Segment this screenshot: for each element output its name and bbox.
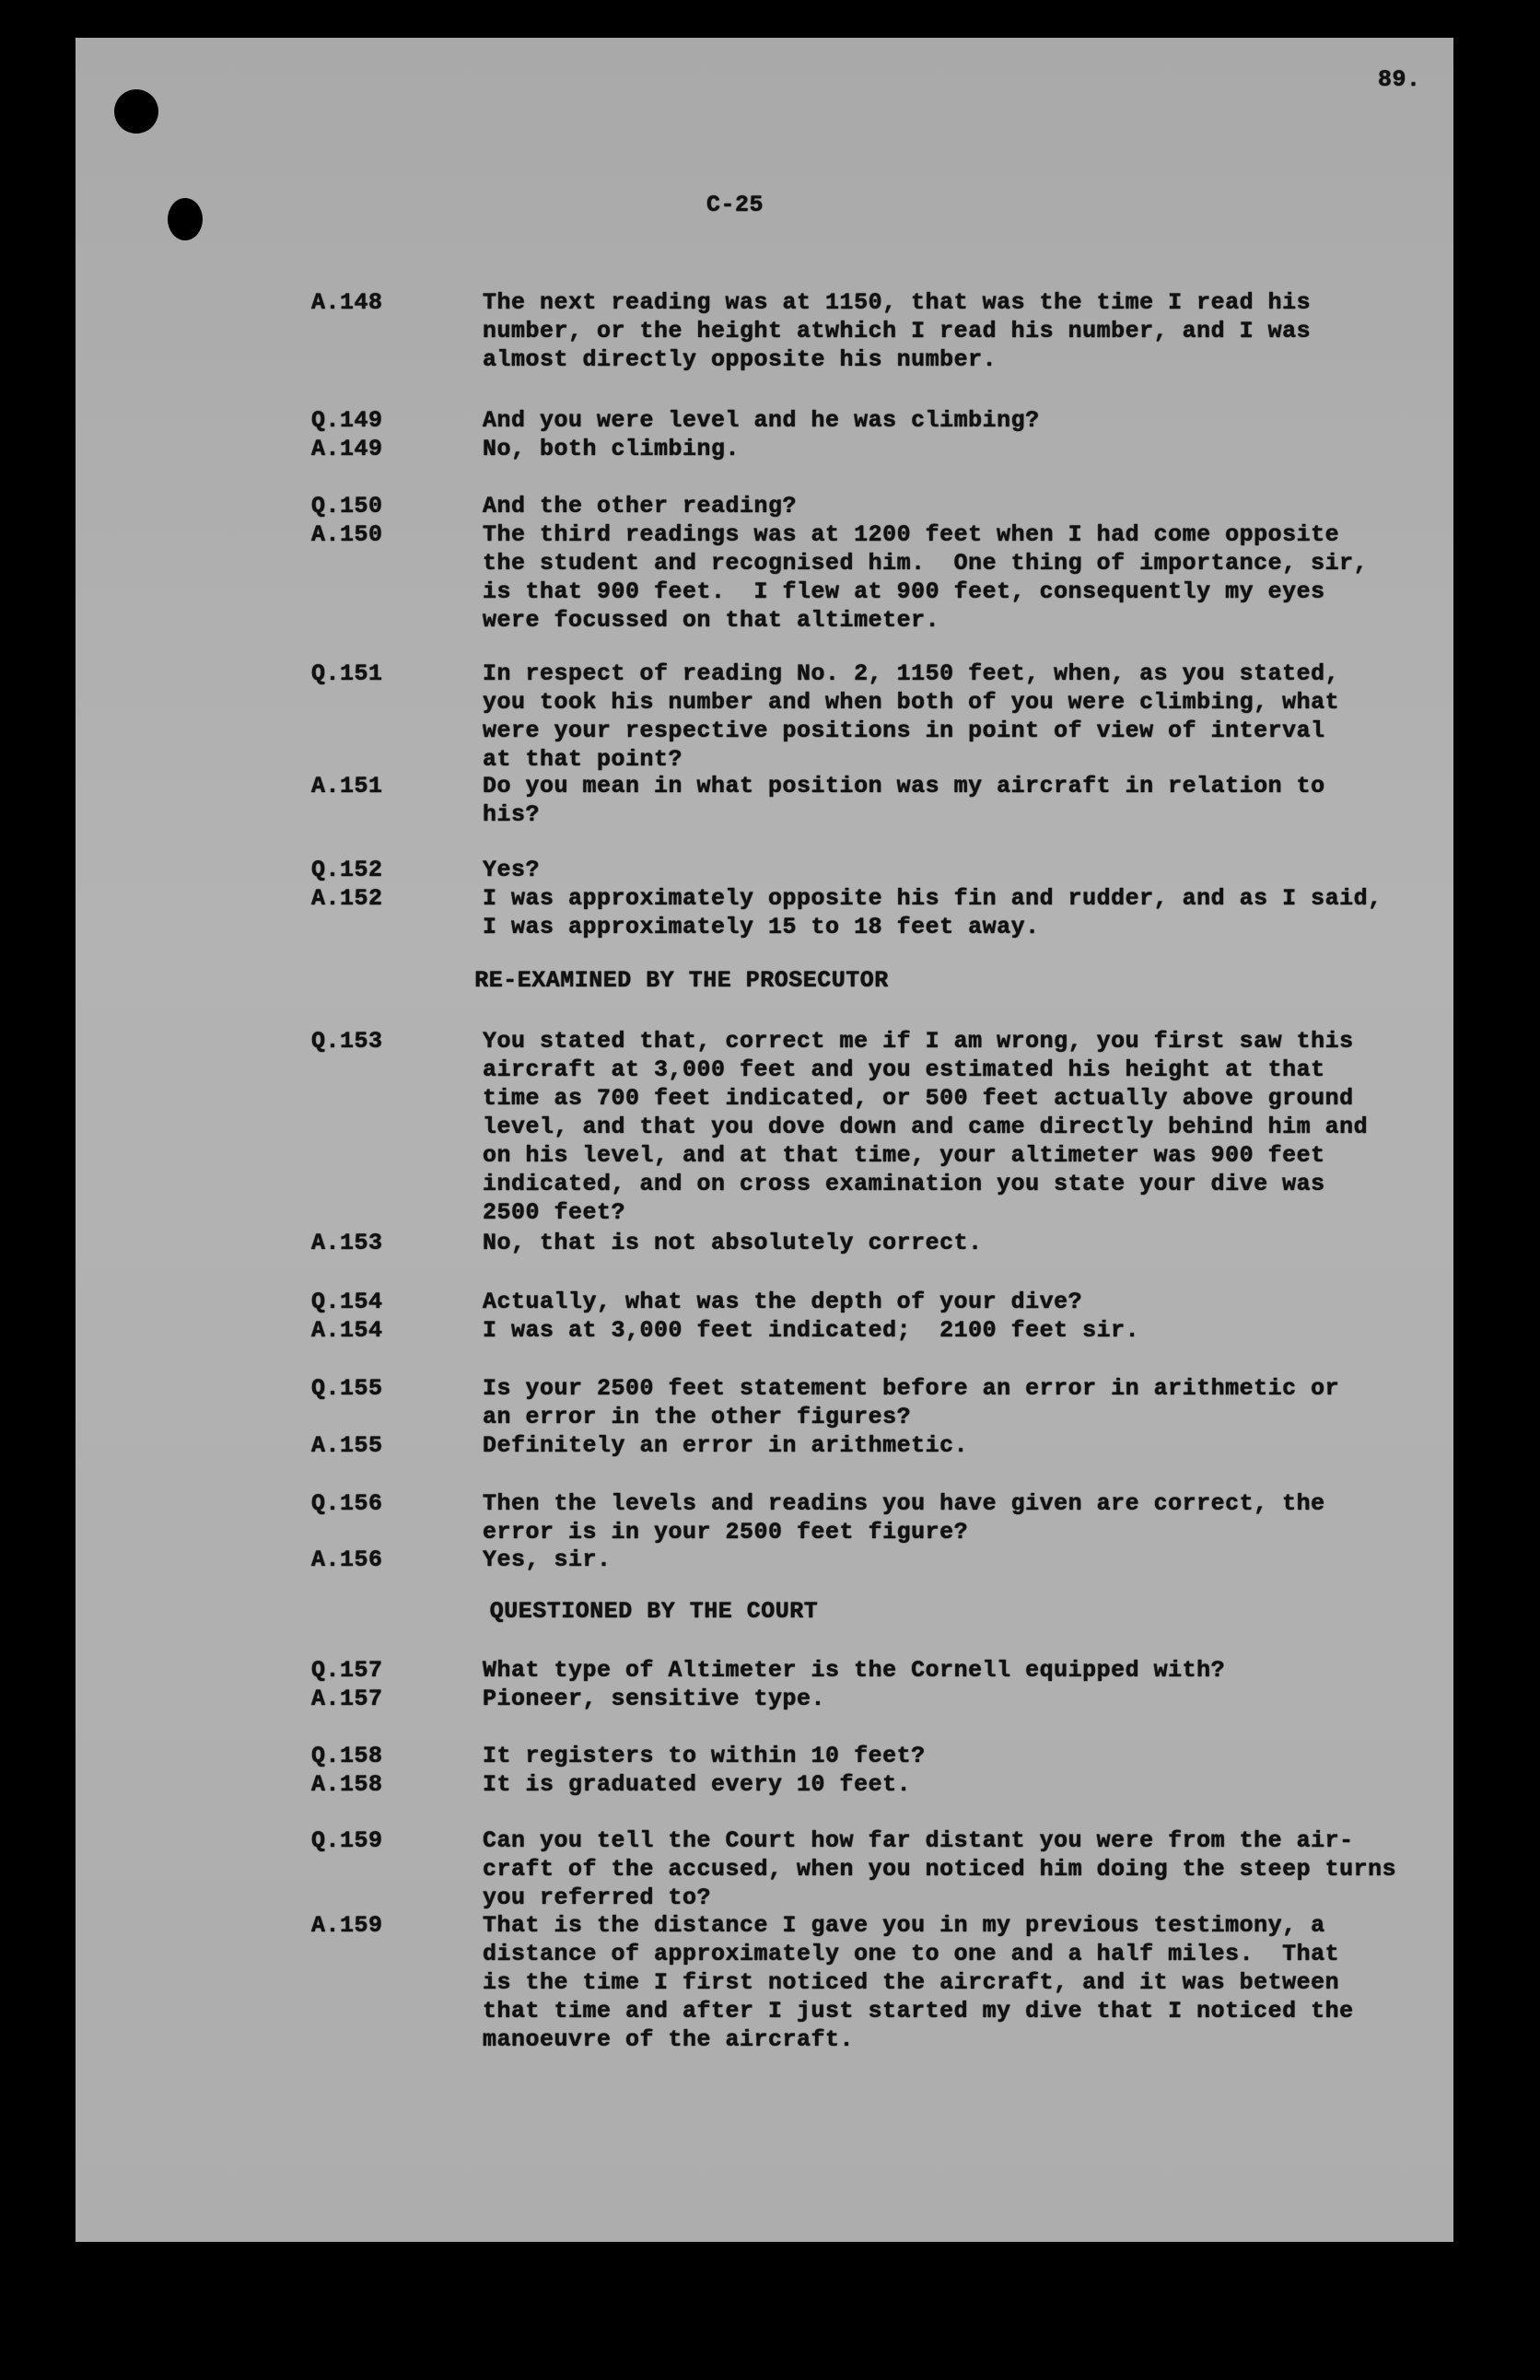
- entry-text: [483, 406, 1040, 435]
- entry-label: Q.150: [311, 493, 383, 519]
- text-line: almost directly opposite his number.: [483, 346, 998, 373]
- entry-text: [483, 1229, 983, 1257]
- entry-label: A.158: [311, 1771, 383, 1798]
- punch-hole: [168, 198, 203, 240]
- text-line: I was at 3,000 feet indicated; 2100 feet sir.: [483, 1317, 1140, 1344]
- document-page: [76, 38, 1453, 2242]
- entry-text: [483, 1027, 1368, 1227]
- entry-text: [483, 1316, 1139, 1345]
- text-line: And the other reading?: [483, 493, 798, 519]
- entry-text: [483, 1374, 1339, 1431]
- text-line: Do you mean in what position was my aircraft in relation to: [483, 773, 1325, 799]
- text-line: aircraft at 3,000 feet and you estimated his height at that: [483, 1056, 1325, 1083]
- text-line: on his level, and at that time, your altimeter was 900 feet: [483, 1142, 1325, 1169]
- entry-label: A.151: [311, 773, 383, 799]
- text-line: is the time I first noticed the aircraft, and it was between: [483, 1969, 1340, 1996]
- entry-label: A.155: [311, 1432, 383, 1459]
- entry-label: Q.154: [311, 1289, 383, 1315]
- text-line: number, or the height atwhich I read his number, and I was: [483, 318, 1312, 344]
- entry-text: [483, 1288, 1082, 1316]
- page-number: 89.: [1378, 66, 1421, 93]
- entry-label: A.148: [311, 289, 383, 316]
- entry-label: Q.157: [311, 1657, 383, 1684]
- text-line: distance of approximately one to one and a half miles. That: [483, 1941, 1340, 1967]
- entry-text: [483, 884, 1382, 941]
- entry-label: Q.159: [311, 1827, 383, 1854]
- entry-label: A.152: [311, 885, 383, 912]
- entry-label: Q.149: [311, 407, 383, 434]
- text-line: at that point?: [483, 746, 683, 773]
- text-line: That is the distance I gave you in my previous testimony, a: [483, 1912, 1325, 1939]
- text-line: It registers to within 10 feet?: [483, 1743, 926, 1769]
- entry-label: A.159: [311, 1912, 383, 1939]
- entry-text: [483, 1431, 968, 1460]
- entry-text: [483, 1911, 1354, 2054]
- text-line: In respect of reading No. 2, 1150 feet, when, as you stated,: [483, 660, 1340, 687]
- text-line: Is your 2500 feet statement before an error in arithmetic or: [483, 1375, 1340, 1402]
- entry-text: [483, 435, 740, 463]
- text-line: Can you tell the Court how far distant you were from the air-: [483, 1827, 1354, 1854]
- text-line: you took his number and when both of you were climbing, what: [483, 689, 1340, 716]
- text-line: is that 900 feet. I flew at 900 feet, consequently my eyes: [483, 578, 1325, 605]
- text-line: No, both climbing.: [483, 436, 741, 462]
- text-line: I was approximately 15 to 18 feet away.: [483, 914, 1040, 940]
- entry-text: [483, 288, 1311, 374]
- text-line: craft of the accused, when you noticed him doing the steep turns: [483, 1856, 1397, 1883]
- entry-text: [483, 856, 540, 884]
- entry-text: [483, 1770, 911, 1799]
- text-line: manoeuvre of the aircraft.: [483, 2026, 855, 2053]
- section-heading: RE-EXAMINED BY THE PROSECUTOR: [474, 967, 889, 994]
- text-line: indicated, and on cross examination you state your dive was: [483, 1171, 1325, 1197]
- entry-label: A.156: [311, 1546, 383, 1573]
- section-code: C-25: [706, 192, 764, 218]
- entry-label: Q.158: [311, 1743, 383, 1769]
- punch-hole: [114, 89, 158, 134]
- entry-label: Q.156: [311, 1490, 383, 1517]
- text-line: Definitely an error in arithmetic.: [483, 1432, 969, 1459]
- entry-label: Q.153: [311, 1028, 383, 1055]
- entry-text: [483, 659, 1339, 774]
- text-line: an error in the other figures?: [483, 1404, 912, 1430]
- text-line: I was approximately opposite his fin and rudder, and as I said,: [483, 885, 1382, 912]
- entry-text: [483, 1546, 612, 1574]
- text-line: error is in your 2500 feet figure?: [483, 1519, 969, 1546]
- entry-text: [483, 520, 1368, 635]
- text-line: that time and after I just started my dive that I noticed the: [483, 1998, 1354, 2024]
- text-line: were your respective positions in point of view of interval: [483, 718, 1325, 744]
- entry-label: A.150: [311, 521, 383, 548]
- entry-text: [483, 1826, 1396, 1912]
- entry-label: A.154: [311, 1317, 383, 1344]
- text-line: were focussed on that altimeter.: [483, 607, 940, 634]
- text-line: level, and that you dove down and came directly behind him and: [483, 1114, 1369, 1140]
- text-line: You stated that, correct me if I am wrong, you first saw this: [483, 1028, 1354, 1055]
- text-line: Yes?: [483, 857, 541, 883]
- entry-label: Q.151: [311, 660, 383, 687]
- entry-text: [483, 1656, 1225, 1685]
- entry-text: [483, 772, 1325, 829]
- text-line: Actually, what was the depth of your dive?: [483, 1289, 1083, 1315]
- text-line: Then the levels and readins you have given are correct, the: [483, 1490, 1325, 1517]
- section-heading: QUESTIONED BY THE COURT: [489, 1598, 819, 1625]
- entry-label: A.157: [311, 1686, 383, 1712]
- text-line: the student and recognised him. One thing of importance, sir,: [483, 550, 1369, 577]
- entry-text: [483, 1685, 825, 1713]
- text-line: What type of Altimeter is the Cornell equipped with?: [483, 1657, 1226, 1684]
- entry-text: [483, 1742, 926, 1770]
- entry-text: [483, 492, 797, 520]
- text-line: Yes, sir.: [483, 1546, 612, 1573]
- text-line: Pioneer, sensitive type.: [483, 1686, 826, 1712]
- text-line: The next reading was at 1150, that was the time I read his: [483, 289, 1312, 316]
- entry-label: A.149: [311, 436, 383, 462]
- text-line: 2500 feet?: [483, 1199, 626, 1226]
- text-line: No, that is not absolutely correct.: [483, 1230, 983, 1256]
- text-line: And you were level and he was climbing?: [483, 407, 1040, 434]
- entry-text: [483, 1489, 1325, 1546]
- entry-label: A.153: [311, 1230, 383, 1256]
- entry-label: Q.155: [311, 1375, 383, 1402]
- text-line: The third readings was at 1200 feet when I had come opposite: [483, 521, 1340, 548]
- text-line: time as 700 feet indicated, or 500 feet actually above ground: [483, 1085, 1354, 1112]
- text-line: his?: [483, 801, 541, 828]
- text-line: you referred to?: [483, 1884, 712, 1911]
- text-line: It is graduated every 10 feet.: [483, 1771, 912, 1798]
- entry-label: Q.152: [311, 857, 383, 883]
